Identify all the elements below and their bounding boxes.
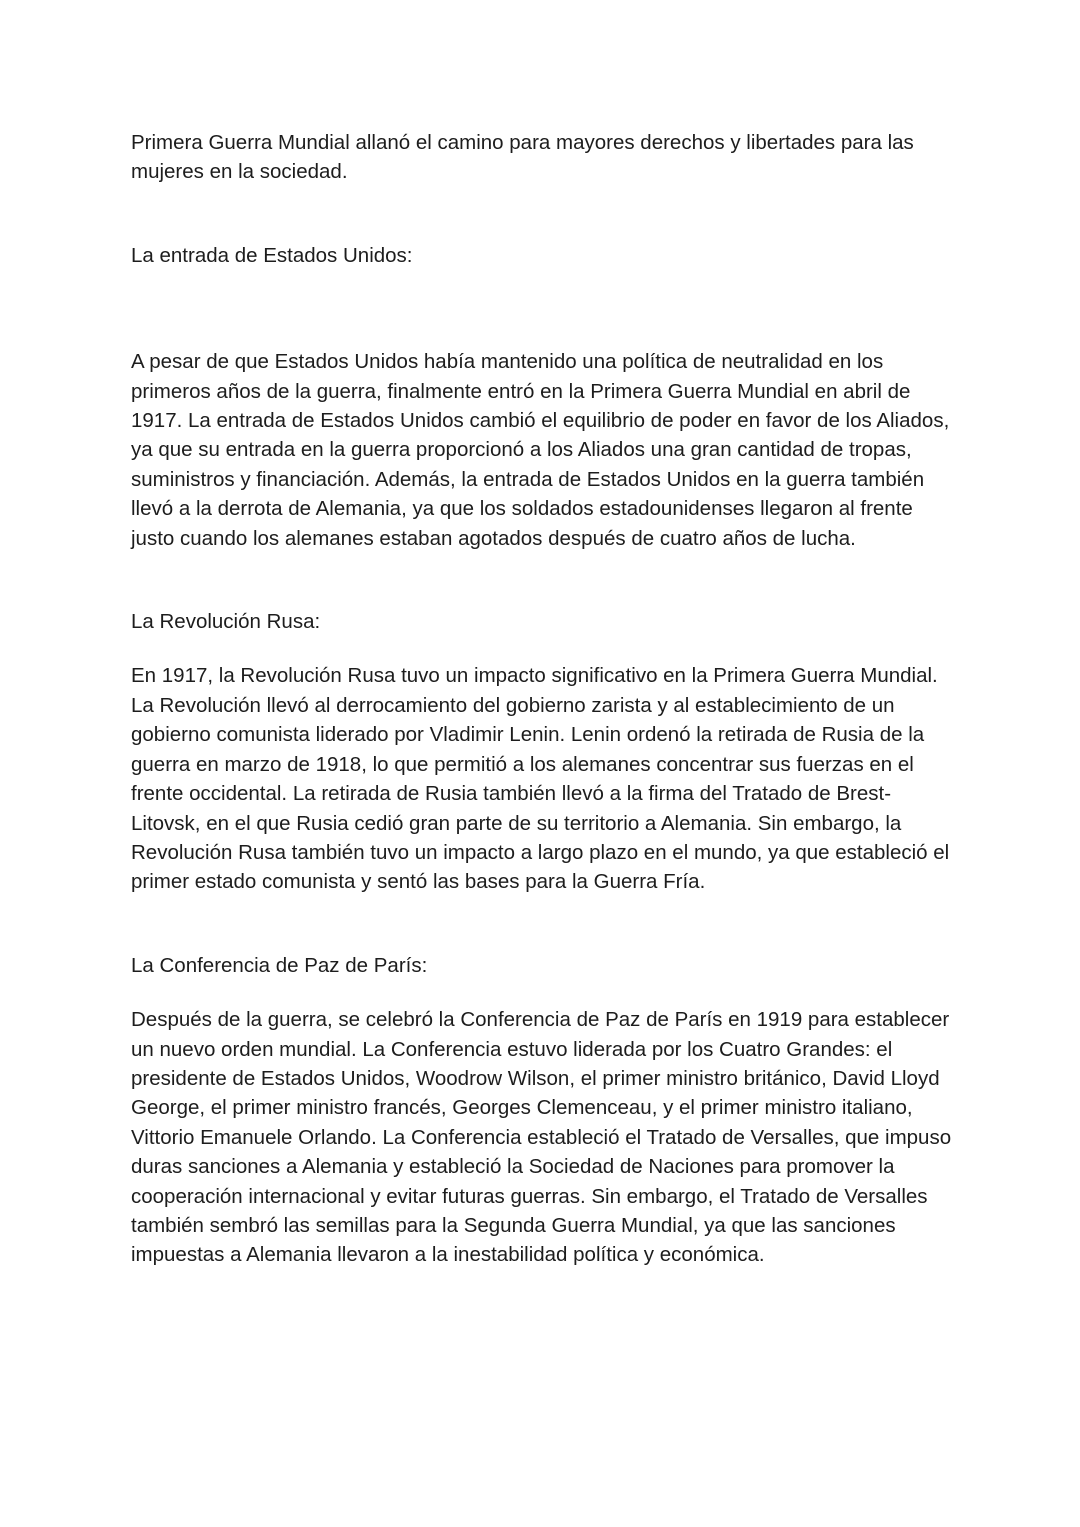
section-heading-paris-conference: La Conferencia de Paz de París:	[131, 953, 428, 977]
section-heading-usa: La entrada de Estados Unidos:	[131, 243, 413, 267]
section-heading-russian-revolution: La Revolución Rusa:	[131, 610, 321, 634]
section-body-russian-revolution: En 1917, la Revolución Rusa tuvo un impacto significativo en la Primera Guerra Mundial. La Revolución llevó al derrocamiento del gobierno zarista y al establecimiento de un gobierno comunista liderado por Vladimir Lenin. Lenin ordenó la retirada de Rusia de la guerra en marzo de 1918, lo que permitió a los alemanes concentrar sus fuerzas en el frente occidental. La retirada de Rusia también llevó a la firma del Tratado de Brest-Litovsk, en el que Rusia cedió gran parte de su territorio a Alemania. Sin embargo, la Revolución Rusa también tuvo un impacto a largo plazo en el mundo, ya que estableció el primer estado comunista y sentó las bases para la Guerra Fría.	[131, 664, 950, 894]
document-body	[131, 128, 956, 1270]
section-body-usa: A pesar de que Estados Unidos había mantenido una política de neutralidad en los primeros años de la guerra, finalmente entró en la Primera Guerra Mundial en abril de 1917. La entrada de Estados Unidos cambió el equilibrio de poder en favor de los Aliados, ya que su entrada en la guerra proporcionó a los Aliados una gran cantidad de tropas, suministros y financiación. Además, la entrada de Estados Unidos en la guerra también llevó a la derrota de Alemania, ya que los soldados estadounidenses llegaron al frente justo cuando los alemanes estaban agotados después de cuatro años de lucha.	[131, 350, 950, 550]
intro-paragraph: Primera Guerra Mundial allanó el camino para mayores derechos y libertades para las mujeres en la sociedad.	[131, 131, 914, 184]
section-body-paris-conference: Después de la guerra, se celebró la Conferencia de Paz de París en 1919 para establecer un nuevo orden mundial. La Conferencia estuvo liderada por los Cuatro Grandes: el presidente de Estados Unidos, Woodrow Wilson, el primer ministro británico, David Lloyd George, el primer ministro francés, Georges Clemenceau, y el primer ministro italiano, Vittorio Emanuele Orlando. La Conferencia estableció el Tratado de Versalles, que impuso duras sanciones a Alemania y estableció la Sociedad de Naciones para promover la cooperación internacional y evitar futuras guerras. Sin embargo, el Tratado de Versalles también sembró las semillas para la Segunda Guerra Mundial, ya que las sanciones impuestas a Alemania llevaron a la inestabilidad política y económica.	[131, 1008, 952, 1267]
